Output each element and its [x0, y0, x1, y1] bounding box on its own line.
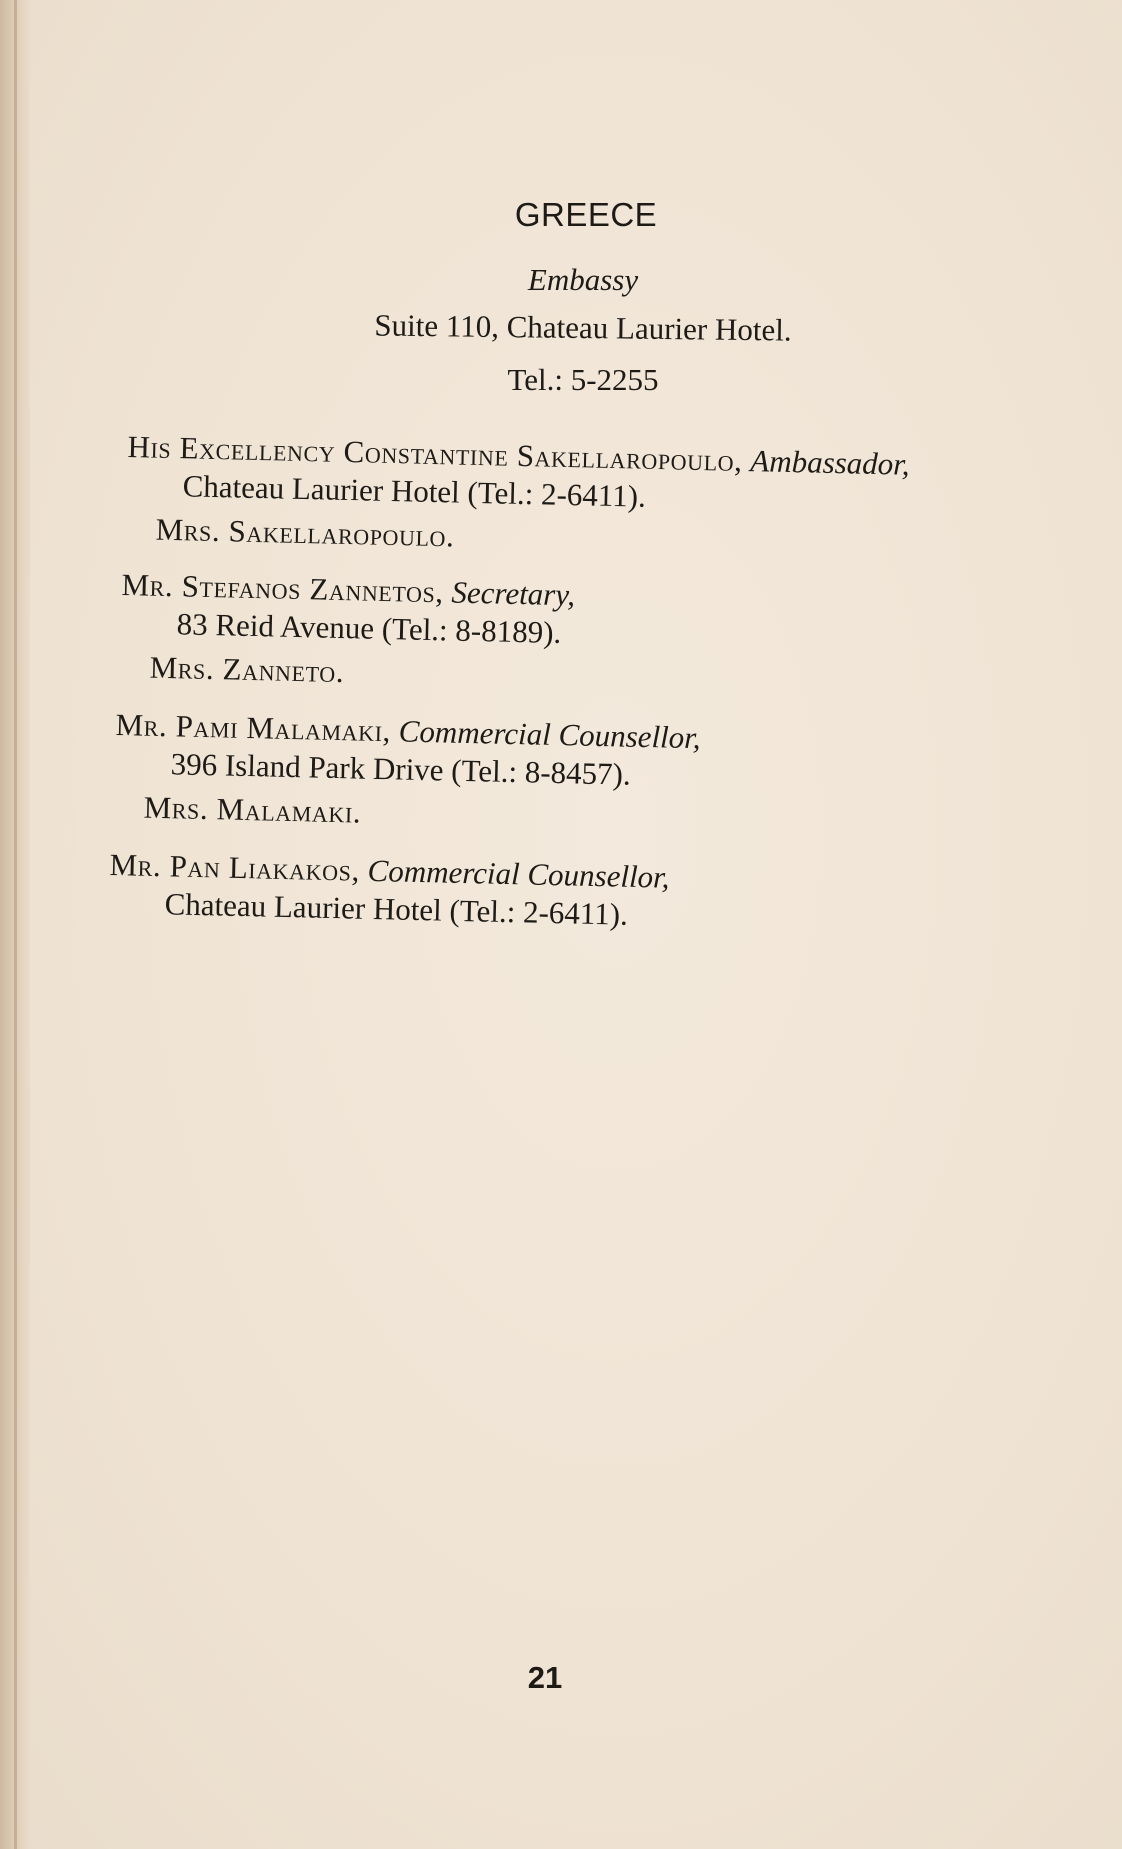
spouse-name: Mrs. Malamaki.: [143, 789, 362, 830]
diplomat-address: 83 Reid Avenue (Tel.: 8-8189).: [176, 606, 562, 650]
diplomat-name: Mr. Stefanos Zannetos,: [121, 566, 445, 610]
mission-address: Suite 110, Chateau Laurier Hotel.: [374, 307, 792, 348]
diplomat-title: Ambassador,: [749, 443, 911, 482]
page-number: 21: [527, 1660, 563, 1695]
diplomat-entry: [108, 846, 1015, 943]
mission-type: Embassy: [527, 262, 639, 297]
diplomat-address: Chateau Laurier Hotel (Tel.: 2-6411).: [182, 468, 647, 514]
spouse-name: Mrs. Sakellaropoulo.: [155, 511, 455, 554]
diplomat-address: 396 Island Park Drive (Tel.: 8-8457).: [170, 746, 632, 792]
diplomat-name: His Excellency Constantine Sakellaropoulo,: [127, 428, 744, 478]
spouse-name: Mrs. Zanneto.: [149, 649, 345, 690]
diplomat-name: Mr. Pan Liakakos,: [109, 846, 361, 888]
diplomat-address: Chateau Laurier Hotel (Tel.: 2-6411).: [164, 886, 629, 932]
country-heading: GREECE: [514, 196, 658, 233]
diplomat-name: Mr. Pami Malamaki,: [115, 706, 392, 749]
diplomat-entry: [125, 428, 1027, 568]
diplomat-title: Commercial Counsellor,: [398, 713, 702, 756]
diplomat-title: Secretary,: [451, 574, 576, 613]
diplomat-entry: [113, 706, 1015, 846]
diplomat-entry: [119, 566, 1021, 706]
mission-telephone: Tel.: 5-2255: [507, 362, 659, 397]
diplomat-title: Commercial Counsellor,: [367, 852, 670, 895]
